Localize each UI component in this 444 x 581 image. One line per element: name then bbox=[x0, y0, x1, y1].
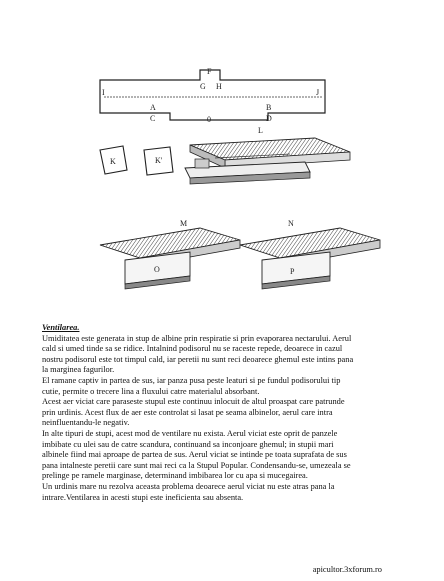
label-p: P bbox=[290, 267, 295, 276]
article-line: El ramane captiv in partea de sus, iar panza pusa peste leaturi si pe fundul podisorului tip bbox=[42, 375, 341, 385]
label-j: J bbox=[316, 88, 320, 97]
label-g: G bbox=[200, 82, 206, 91]
article-line: imbibate cu ulei sau de catre scandura, continuand sa inconjoare ghemul; in stupii mari bbox=[42, 439, 334, 449]
label-i: I bbox=[102, 88, 105, 97]
article-line: nostru podisorul este tot timpul cald, iar peretii nu sunt reci deoarece ghemul este intins pana bbox=[42, 354, 354, 364]
article-line: neinfluentandu-le negativ. bbox=[42, 418, 130, 428]
label-c: C bbox=[150, 114, 156, 123]
article-line: Un urdinis mare nu rezolva aceasta problema deoarece aerul viciat nu este atras pana la bbox=[42, 481, 335, 491]
site-footer: apicultor.3xforum.ro bbox=[312, 565, 382, 574]
label-k: K bbox=[110, 157, 116, 166]
frame-l-drawing bbox=[185, 126, 350, 184]
article-lines bbox=[42, 334, 404, 504]
frame-n-drawing bbox=[240, 219, 380, 289]
article-heading: Ventilarea. bbox=[42, 323, 80, 332]
label-f: F bbox=[207, 67, 212, 76]
article-line: prelinge pe ramele marginase, determinand imbibarea lor cu apa si mucegairea. bbox=[42, 471, 308, 481]
article-body bbox=[42, 323, 404, 503]
label-n: N bbox=[288, 219, 294, 228]
article-line: intrare.Ventilarea in acesti stupi este ineficienta sau absenta. bbox=[42, 492, 244, 502]
label-h: H bbox=[216, 82, 222, 91]
label-m: M bbox=[180, 219, 188, 228]
small-pieces-drawing bbox=[100, 146, 173, 175]
long-board-drawing bbox=[100, 67, 325, 124]
label-a: A bbox=[150, 103, 156, 112]
article-line: cald si umed tinde sa se ridice. Intalnind podisorul nu se raceste repede, deoarece in cazul bbox=[42, 344, 343, 354]
label-o-frame: O bbox=[154, 265, 160, 274]
article-line: albinele fiind mai aproape de partea de sus. Aerul viciat se intinde pe toata suprafata de sus bbox=[42, 450, 347, 460]
article-line: Acest aer viciat care paraseste stupul este continuu inlocuit de altul proaspat care patrunde bbox=[42, 397, 345, 407]
label-o: 0 bbox=[207, 115, 211, 124]
article-line: pana intalneste peretii care sunt mai reci ca la Stupul Popular. Condensandu-se, umezeala se bbox=[42, 460, 351, 470]
label-k-prime: K' bbox=[155, 156, 163, 165]
article-line: prin urdinis. Acest flux de aer este controlat si lasat pe seama albinelor, aerul care intra bbox=[42, 407, 333, 417]
article-line: In alte tipuri de stupi, acest mod de ventilare nu exista. Aerul viciat este oprit de panzele bbox=[42, 428, 338, 438]
frame-m-drawing bbox=[100, 219, 240, 289]
article-line: Umiditatea este generata in stup de albine prin respiratie si prin evaporarea nectarului. Aerul bbox=[42, 333, 352, 343]
article-line: cutie, permite o trecere lina a fluxului catre materialul absorbant. bbox=[42, 386, 260, 396]
article-line: la marginea fagurilor. bbox=[42, 365, 115, 375]
label-d: D bbox=[266, 114, 272, 123]
label-l: L bbox=[258, 126, 263, 135]
label-b: B bbox=[266, 103, 272, 112]
